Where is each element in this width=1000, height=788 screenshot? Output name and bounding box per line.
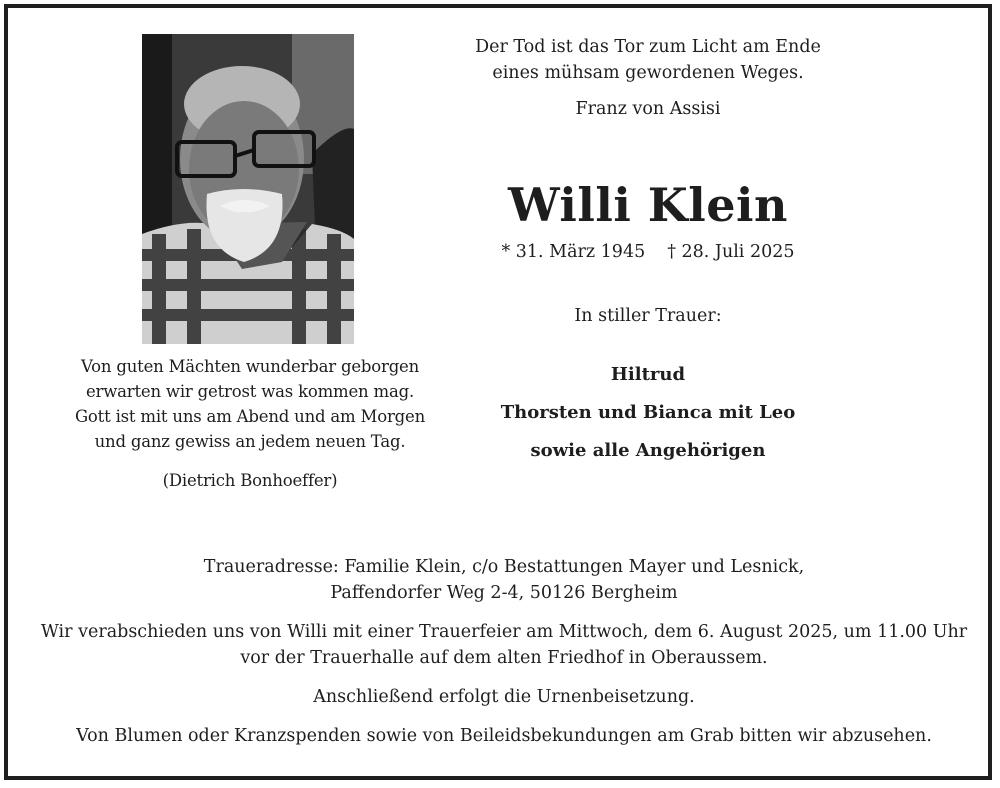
portrait-photo-icon xyxy=(142,34,354,344)
flowers-request-text: Von Blumen oder Kranzspenden sowie von Beileidsbekundungen am Grab bitten wir abzusehen. xyxy=(76,726,932,746)
obituary-card xyxy=(4,4,992,780)
life-dates xyxy=(438,242,858,262)
quote-line-2: eines mühsam gewordenen Weges. xyxy=(492,63,804,83)
opening-quote xyxy=(438,34,858,122)
quote-author: Franz von Assisi xyxy=(575,99,721,119)
mourning-label: In stiller Trauer: xyxy=(574,306,722,326)
poem-line: und ganz gewiss an jedem neuen Tag. xyxy=(94,432,406,451)
address-line-1: Traueradresse: Familie Klein, c/o Bestattungen Mayer und Lesnick, xyxy=(203,557,805,577)
deceased-name: Willi Klein xyxy=(508,178,788,232)
urn-burial-text: Anschließend erfolgt die Urnenbeisetzung. xyxy=(313,687,695,707)
ceremony-line-1: Wir verabschieden uns von Willi mit einer Trauerfeier am Mittwoch, dem 6. August 2025, um 11.00 Uhr xyxy=(40,622,968,642)
poem xyxy=(64,354,436,493)
birth-date: * 31. März 1945 xyxy=(501,242,646,262)
mourner-list xyxy=(438,356,858,470)
mourner-name: Hiltrud xyxy=(610,364,686,385)
poem-line: erwarten wir getrost was kommen mag. xyxy=(85,382,415,401)
portrait-photo xyxy=(142,34,354,344)
poem-line: Von guten Mächten wunderbar geborgen xyxy=(80,357,420,376)
poem-author: (Dietrich Bonhoeffer) xyxy=(162,471,338,490)
mourner-name: Thorsten und Bianca mit Leo xyxy=(500,402,796,423)
death-date: † 28. Juli 2025 xyxy=(667,242,795,262)
quote-line-1: Der Tod ist das Tor zum Licht am Ende xyxy=(475,37,821,57)
ceremony-line-2: vor der Trauerhalle auf dem alten Friedhof in Oberaussem. xyxy=(240,648,768,668)
funeral-info xyxy=(16,554,992,749)
poem-line: Gott ist mit uns am Abend und am Morgen xyxy=(74,407,426,426)
address-line-2: Paffendorfer Weg 2-4, 50126 Bergheim xyxy=(330,583,678,603)
mourner-name: sowie alle Angehörigen xyxy=(530,440,766,461)
